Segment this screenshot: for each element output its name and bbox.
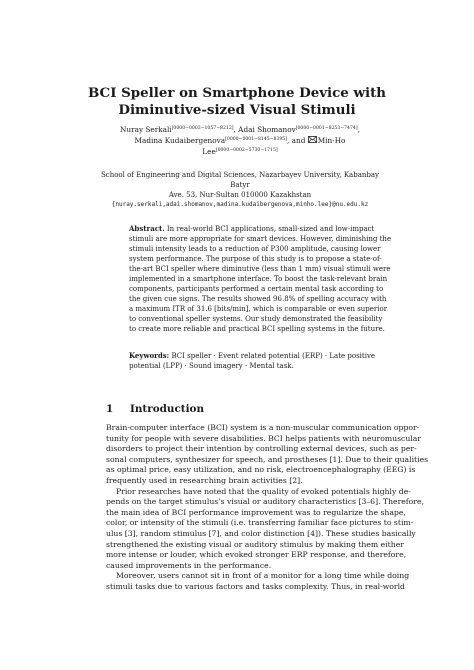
text-line: as optimal price, easy utilization, and no risk, electroencephalography (EEG) is bbox=[106, 465, 416, 475]
keywords-line: BCI speller · Event related potential (ERP) · Late positive bbox=[171, 352, 376, 360]
paragraph bbox=[106, 423, 429, 487]
abstract-line: implemented in a smartphone interface. To boost the task-relevant brain bbox=[129, 275, 388, 283]
orcid-id: [0000−0001−8145−8395] bbox=[225, 137, 288, 142]
abstract-label: Abstract. bbox=[129, 224, 165, 233]
abstract-line: In real-world BCI applications, small-sized and low-impact bbox=[166, 225, 375, 233]
orcid-id: [0000−0003−1057−8212] bbox=[171, 126, 234, 131]
text-line: sonal computers, synthesizer for speech, and prostheses [1]. Due to their qualities bbox=[106, 454, 429, 464]
text-line: tunity for people with severe disabilities. BCI helps patients with neuromuscular bbox=[106, 433, 421, 443]
author-name: Min-Ho bbox=[317, 136, 346, 145]
abstract-line: stimuli are more appropriate for smart devices. However, diminishing the bbox=[129, 235, 392, 243]
paragraph bbox=[106, 486, 424, 572]
affiliation-line: Ave. 53, Nur-Sultan 010000 Kazakhstan bbox=[168, 191, 312, 199]
author-list bbox=[95, 124, 385, 157]
abstract bbox=[129, 224, 392, 334]
abstract-line: the-art BCI speller where diminutive (less than 1 mm) visual stimuli were bbox=[129, 265, 391, 273]
text-line: the main idea of BCI performance improvement was to regularize the shape, bbox=[106, 507, 406, 517]
text-line: caused improvements in the performance. bbox=[106, 560, 272, 570]
text-line: Moreover, users cannot sit in front of a monitor for a long time while doing bbox=[116, 571, 410, 581]
affiliation-line: School of Engineering and Digital Sciences, Nazarbayev University, Kabanbay Batyr bbox=[100, 171, 380, 189]
abstract-line: the given cue signs. The results showed 96.8% of spelling accuracy with bbox=[129, 295, 387, 303]
paragraph bbox=[106, 571, 410, 592]
author-separator: , and bbox=[287, 136, 306, 145]
author-name: Nuray Serkali bbox=[120, 125, 172, 134]
text-line: color, or intensity of the stimuli (i.e. transferring familiar face pictures to stim- bbox=[106, 518, 414, 528]
orcid-id: [0000−0001−8253−7474] bbox=[295, 126, 358, 131]
text-line: pends on the target stimulus’s visual or auditory characteristics [3–6]. Therefore, bbox=[106, 497, 424, 507]
abstract-line: a maximum ITR of 31.6 [bits/min], which is comparable or even superior bbox=[129, 305, 388, 313]
paper-title bbox=[60, 85, 414, 119]
title-line: BCI Speller on Smartphone Device with bbox=[87, 85, 386, 101]
keywords-label: Keywords: bbox=[129, 351, 170, 360]
section-number: 1 bbox=[106, 403, 114, 415]
author-name: Lee bbox=[202, 147, 216, 156]
author-separator: , bbox=[357, 125, 360, 134]
keywords bbox=[129, 351, 376, 371]
author-emails: {nuray.serkali,adai.shomanov,madina.kudaibergenova,minho.lee}@nu.edu.kz bbox=[111, 201, 369, 208]
abstract-line: to create more reliable and practical BCI spelling systems in the future. bbox=[129, 325, 385, 333]
text-line: ulus [3], random stimulus [7], and color distinction [4]). These studies basically bbox=[106, 528, 416, 538]
abstract-line: components, participants performed a certain mental task according to bbox=[129, 285, 384, 293]
text-line: stimuli tasks due to various factors and tasks complexity. Thus, in real-world bbox=[106, 581, 405, 591]
envelope-icon bbox=[308, 136, 317, 145]
text-line: strengthened the existing visual or auditory stimulus by making them either bbox=[106, 539, 404, 549]
section-heading bbox=[106, 403, 204, 415]
text-line: disorders to project their intention by controlling external devices, such as per- bbox=[106, 444, 417, 454]
section-title: Introduction bbox=[130, 403, 204, 415]
text-line: more intense or louder, which evoked stronger ERP response, and therefore, bbox=[106, 550, 407, 560]
abstract-line: stimuli intensity leads to a reduction of P300 amplitude, causing lower bbox=[129, 245, 381, 253]
text-line: Prior researches have noted that the quality of evoked potentials highly de- bbox=[116, 486, 411, 496]
author-name: , Adai Shomanov bbox=[233, 125, 296, 134]
abstract-line: to conventional speller systems. Our study demonstrated the feasibility bbox=[129, 315, 383, 323]
author-name: Madina Kudaibergenova bbox=[134, 136, 226, 145]
title-line: Diminutive-sized Visual Stimuli bbox=[118, 102, 356, 118]
abstract-line: system performance. The purpose of this study is to propose a state-of- bbox=[129, 255, 382, 263]
orcid-id: [0000−0002−5730−1715] bbox=[215, 148, 278, 153]
text-line: frequently used in researching brain activities [2]. bbox=[106, 475, 303, 485]
affiliation bbox=[95, 170, 385, 210]
keywords-line: potential (LPP) · Sound imagery · Mental task. bbox=[129, 362, 294, 370]
body-text bbox=[106, 423, 429, 593]
text-line: Brain-computer interface (BCI) system is a non-muscular communication oppor- bbox=[106, 423, 420, 432]
